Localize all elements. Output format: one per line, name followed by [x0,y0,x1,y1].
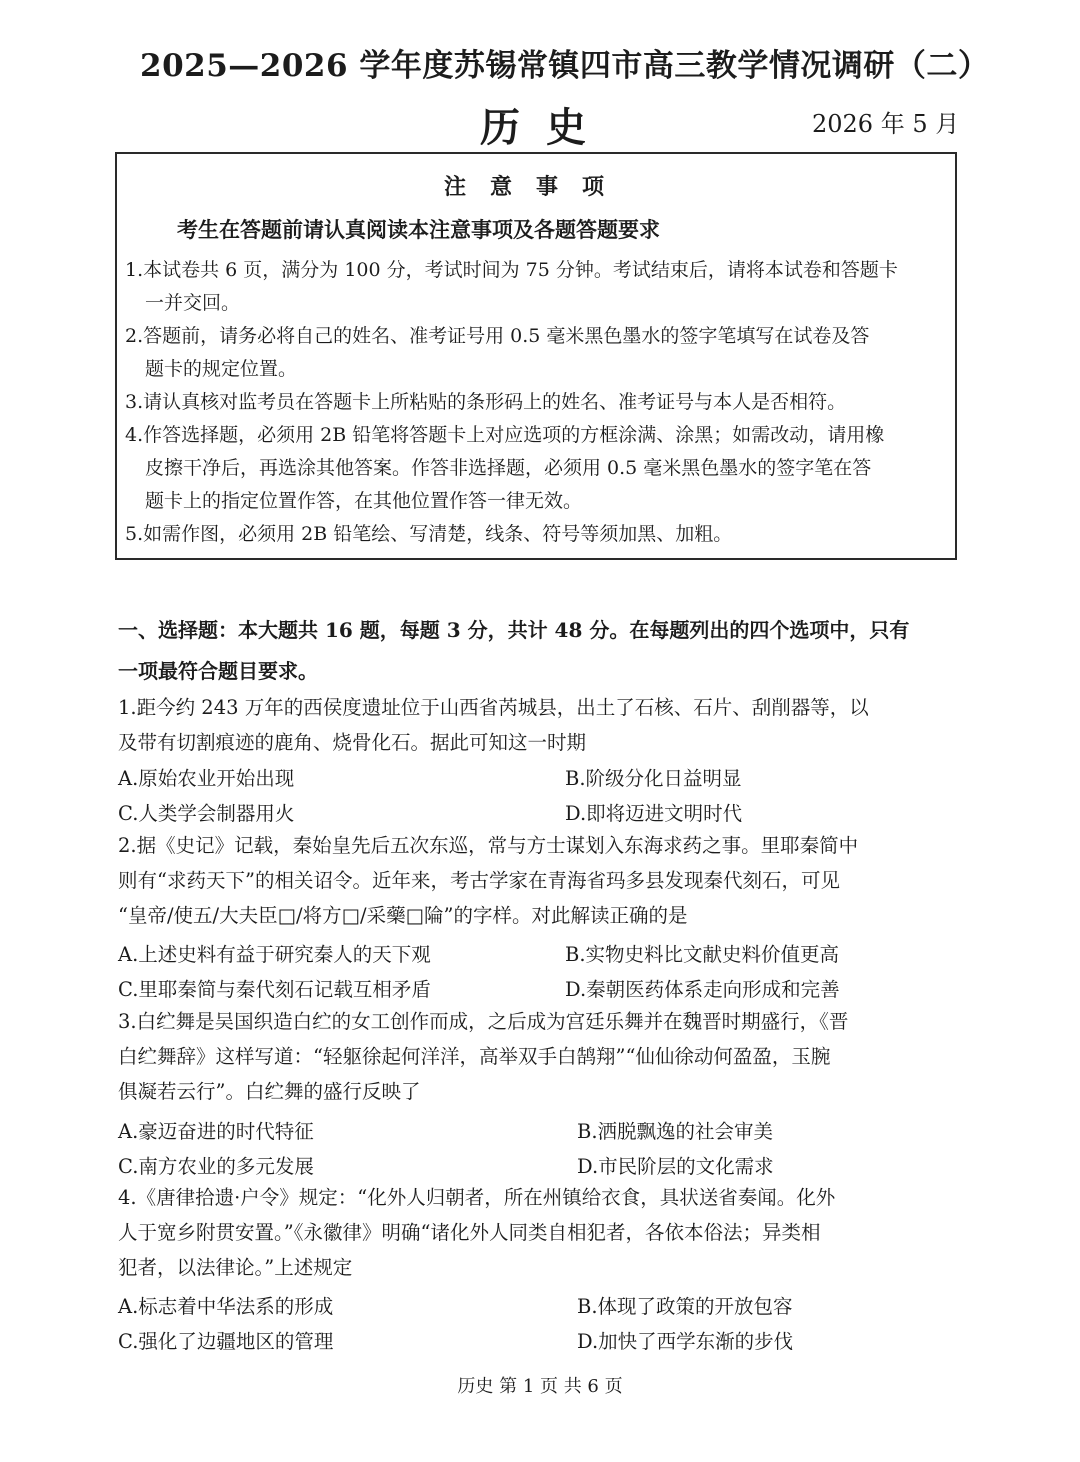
subject-title: 历史 [480,104,612,151]
question-3-option-d[interactable]: D.市民阶层的文化需求 [577,1155,774,1178]
notice-item-line: 5.如需作图，必须用 2B 铅笔绘、写清楚，线条、符号等须加黑、加粗。 [125,523,733,545]
question-3-option-b[interactable]: B.洒脱飘逸的社会审美 [577,1120,774,1143]
question-3-option-c[interactable]: C.南方农业的多元发展 [118,1155,314,1178]
notice-box [115,152,957,560]
question-1-option-a[interactable]: A.原始农业开始出现 [118,767,295,790]
notice-item-line: 题卡上的指定位置作答，在其他位置作答一律无效。 [145,490,583,512]
notice-item-line: 3.请认真核对监考员在答题卡上所粘贴的条形码上的姓名、准考证号与本人是否相符。 [125,391,847,413]
notice-item-line: 4.作答选择题，必须用 2B 铅笔将答题卡上对应选项的方框涂满、涂黑；如需改动，请用橡 [125,424,885,446]
notice-item-2 [125,320,955,386]
notice-item-3 [125,386,955,419]
section-heading-line: 一、选择题：本大题共 16 题，每题 3 分，共计 48 分。在每题列出的四个选项中，只有 [118,618,910,642]
question-4-option-a[interactable]: A.标志着中华法系的形成 [118,1295,334,1318]
exam-date: 2026 年 5 月 [812,110,960,138]
notice-item-line: 一并交回。 [145,292,241,314]
question-2-option-c[interactable]: C.里耶秦简与秦代刻石记载互相矛盾 [118,978,431,1001]
notice-title: 注意事项 [443,174,628,200]
question-1 [118,690,869,760]
question-1-option-b[interactable]: B.阶级分化日益明显 [565,767,742,790]
question-1-option-d[interactable]: D.即将迈进文明时代 [565,802,743,825]
question-2 [118,828,858,933]
question-stem-line: 白纻舞辞》这样写道：“轻躯徐起何洋洋，高举双手白鹄翔”“仙仙徐动何盈盈，玉腕 [118,1045,831,1068]
question-stem-line: 及带有切割痕迹的鹿角、烧骨化石。据此可知这一时期 [118,731,587,754]
notice-item-5 [125,518,955,551]
question-2-option-a[interactable]: A.上述史料有益于研究秦人的天下观 [118,943,431,966]
notice-item-1 [125,254,955,320]
question-3-option-a[interactable]: A.豪迈奋进的时代特征 [118,1120,314,1143]
question-stem-line: 4.《唐律拾遗·户令》规定：“化外人归朝者，所在州镇给衣食，具状送省奏闻。化外 [118,1186,836,1209]
question-stem-line: 则有“求药天下”的相关诏令。近年来，考古学家在青海省玛多县发现秦代刻石，可见 [118,869,840,892]
page-footer: 历史 第 1 页 共 6 页 [457,1376,623,1397]
question-4-option-b[interactable]: B.体现了政策的开放包容 [577,1295,793,1318]
question-stem-line: 1.距今约 243 万年的西侯度遗址位于山西省芮城县，出土了石核、石片、刮削器等，以 [118,696,869,719]
notice-item-line: 2.答题前，请务必将自己的姓名、准考证号用 0.5 毫米黑色墨水的签字笔填写在试卷及答 [125,325,870,347]
notice-item-line: 皮擦干净后，再选涂其他答案。作答非选择题，必须用 0.5 毫米黑色墨水的签字笔在答 [145,457,872,479]
exam-title: 2025—2026 学年度苏锡常镇四市高三教学情况调研（二） [140,48,990,84]
question-3 [118,1004,848,1109]
section-heading-line: 一项最符合题目要求。 [118,659,318,683]
question-stem-line: 人于宽乡附贯安置。”《永徽律》明确“诸化外人同类自相犯者，各依本俗法；异类相 [118,1221,821,1244]
question-2-option-d[interactable]: D.秦朝医药体系走向形成和完善 [565,978,840,1001]
notice-item-line: 题卡的规定位置。 [145,358,298,380]
question-4-option-d[interactable]: D.加快了西学东渐的步伐 [577,1330,794,1353]
question-4 [118,1180,835,1285]
notice-subtitle: 考生在答题前请认真阅读本注意事项及各题答题要求 [177,217,660,242]
question-stem-line: “皇帝/使五/大夫臣□/将方□/采藥□陯”的字样。对此解读正确的是 [118,904,688,927]
question-stem-line: 俱凝若云行”。白纻舞的盛行反映了 [118,1080,421,1103]
notice-item-4 [125,419,955,518]
question-stem-line: 3.白纻舞是吴国织造白纻的女工创作而成，之后成为宫廷乐舞并在魏晋时期盛行，《晋 [118,1010,849,1033]
question-2-option-b[interactable]: B.实物史料比文献史料价值更高 [565,943,840,966]
question-4-option-c[interactable]: C.强化了边疆地区的管理 [118,1330,334,1353]
question-stem-line: 犯者，以法律论。”上述规定 [118,1256,353,1279]
question-1-option-c[interactable]: C.人类学会制器用火 [118,802,295,825]
section-heading [118,610,909,692]
question-stem-line: 2.据《史记》记载，秦始皇先后五次东巡，常与方士谋划入东海求药之事。里耶秦简中 [118,834,859,857]
notice-item-line: 1.本试卷共 6 页，满分为 100 分，考试时间为 75 分钟。考试结束后，请将本试卷和答题卡 [125,259,898,281]
